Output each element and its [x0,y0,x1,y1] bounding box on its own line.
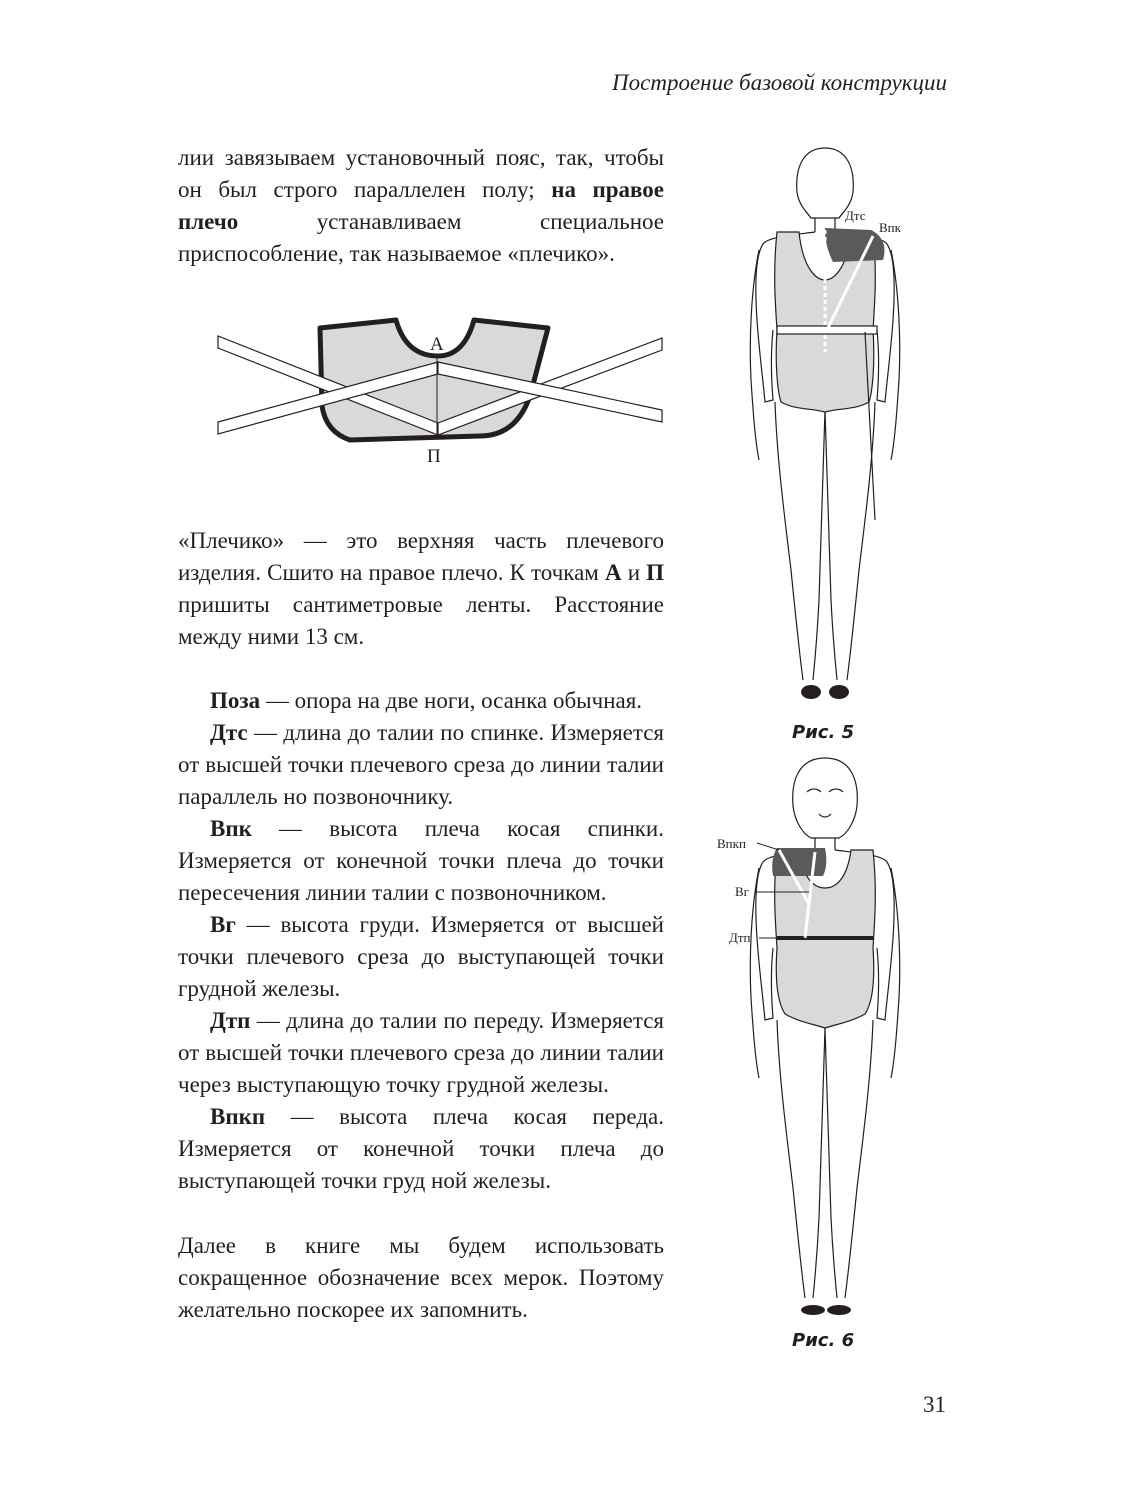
point-p-bold: П [646,560,665,585]
plechiko-text-mid: и [621,560,647,585]
shoulder-piece-diagram [210,310,680,470]
measure-text: — длина до талии по переду. Измеряется от высшей точки плечевого среза до линии талии через выступающую точку грудной железы. [178,1008,664,1097]
measures-list [178,685,664,1197]
label-a: А [430,334,444,355]
measure-item [178,909,664,1005]
measure-term: Вг [210,912,236,937]
measure-item [178,813,664,909]
plechiko-text-2: пришиты сантиметровые ленты. Расстояние между ними 13 см. [178,592,664,649]
measure-term: Дтп [210,1008,251,1033]
measure-item [178,1005,664,1101]
label-p: П [427,446,441,467]
figure-6-shoe-left [801,1305,825,1315]
measure-text: — высота плеча косая спинки. Измеряется от конечной точки плеча до точки пересечения линии талии с позвоночником. [178,816,664,905]
figure-6-front-view [715,752,935,1322]
figure-6-label-vpkp: Впкп [717,836,746,851]
figure-5-shoulder-piece [825,228,885,262]
plechiko-text-1: «Плечико» — это верхняя часть плечевого изделия. Сшито на правое плечо. К точкам [178,528,664,585]
figure-6-shoe-right [827,1305,851,1315]
figure-5-shoe-left [801,685,821,699]
figure-6-leader-vpkp [757,843,779,850]
measure-item [178,685,664,717]
intro-bold: на правое плечо [178,177,664,234]
figure-6-label-dtp: Дтп [729,930,751,945]
measure-text: — длина до талии по спинке. Измеряется от высшей точки плечевого среза до линии талии параллель но позвоночнику. [178,720,664,809]
measure-term: Поза [210,688,261,713]
intro-text-1: лии завязываем установочный пояс, так, чтобы он был строго параллелен полу; [178,145,664,202]
figure-5-back-view [715,140,935,710]
measure-item [178,1101,664,1197]
figure-5-label-vpk: Впк [879,220,901,235]
figure-5-caption: Рис. 5 [792,722,855,743]
figure-5-outline [750,148,899,680]
figure-6-label-vg: Вг [735,884,750,899]
measure-text: — высота груди. Измеряется от высшей точки плечевого среза до выступающей точки грудной железы. [178,912,664,1001]
measure-term: Впк [210,816,252,841]
plechiko-paragraph [178,525,664,653]
point-a-bold: А [604,560,622,585]
running-title: Построение базовой конструкции [612,70,947,95]
figure-5-label-dts: Дтс [845,208,866,223]
closing-paragraph: Далее в книге мы будем использовать сокращенное обозначение всех мерок. Поэтому желательно поскорее их запомнить. [178,1233,664,1322]
measure-text: — опора на две ноги, осанка обычная. [260,688,643,713]
measure-term: Впкп [210,1104,266,1129]
intro-paragraph [178,142,664,270]
intro-text-2: устанавливаем специальное приспособление, так называемое «плечико». [178,209,664,266]
measure-term: Дтс [210,720,248,745]
measure-item [178,717,664,813]
page-number: 31 [923,1392,946,1417]
figure-6-caption: Рис. 6 [792,1330,855,1351]
figure-5-shoe-right [829,685,849,699]
measure-text: — высота плеча косая переда. Измеряется от конечной точки плеча до выступающей точки груд ной железы. [178,1104,664,1193]
